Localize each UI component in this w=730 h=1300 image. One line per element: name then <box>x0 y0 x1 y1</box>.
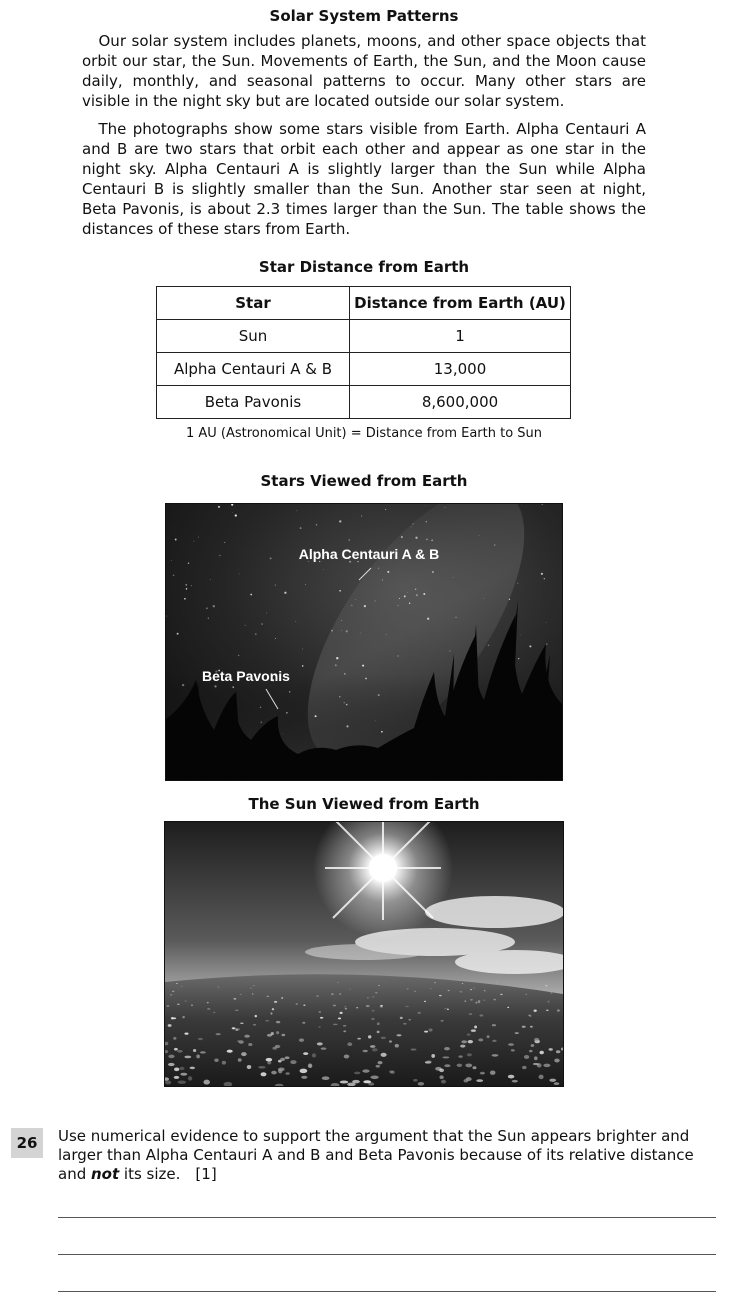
table-row <box>157 353 571 386</box>
passage-title: Solar System Patterns <box>269 7 459 25</box>
table-footnote: 1 AU (Astronomical Unit) = Distance from Earth to Sun <box>185 426 543 441</box>
night-sky-photo <box>165 503 563 781</box>
alpha-centauri-label: Alpha Centauri A & B <box>298 546 440 562</box>
cell-distance: 1 <box>350 320 571 353</box>
question-text: Use numerical evidence to support the argument that the Sun appears brighter and larger than Alpha Centauri A and B and Beta Pavonis because of its relative distance and not its size. [1] <box>58 1127 694 1183</box>
cell-star: Beta Pavonis <box>157 386 350 419</box>
sun-disc <box>369 854 397 882</box>
cell-star: Alpha Centauri A & B <box>157 353 350 386</box>
header-star: Star <box>157 287 350 320</box>
paragraph-1: Our solar system includes planets, moons, and other space objects that orbit our star, the Sun. Movements of Earth, the Sun, and the Moon cause daily, monthly, and seasonal patterns to occur. Many other stars are visible in the night sky but are located outside our solar system. <box>82 32 646 110</box>
table-title: Star Distance from Earth <box>258 258 470 276</box>
star-distance-table <box>156 286 571 419</box>
meadow <box>165 974 563 1086</box>
table-row <box>157 320 571 353</box>
table-row <box>157 386 571 419</box>
stars-photo-title: Stars Viewed from Earth <box>260 472 468 490</box>
cell-distance: 13,000 <box>350 353 571 386</box>
answer-line[interactable] <box>58 1254 716 1255</box>
answer-line[interactable] <box>58 1217 716 1218</box>
beta-pavonis-label: Beta Pavonis <box>202 668 290 684</box>
sun-photo <box>164 821 564 1087</box>
cell-distance: 8,600,000 <box>350 386 571 419</box>
table-header-row <box>157 287 571 320</box>
sun-photo-title: The Sun Viewed from Earth <box>248 795 480 813</box>
header-distance: Distance from Earth (AU) <box>350 287 571 320</box>
answer-line[interactable] <box>58 1291 716 1292</box>
question-number: 26 <box>11 1128 43 1158</box>
cell-star: Sun <box>157 320 350 353</box>
paragraph-2: The photographs show some stars visible from Earth. Alpha Centauri A and B are two stars that orbit each other and appear as one star in the night sky. Alpha Centauri A is slightly larger than the Sun while Alpha Centauri B is slightly smaller than the Sun. Another star seen at night, Beta Pavonis, is about 2.3 times larger than the Sun. The table shows the distances of these stars from Earth. <box>82 120 646 238</box>
